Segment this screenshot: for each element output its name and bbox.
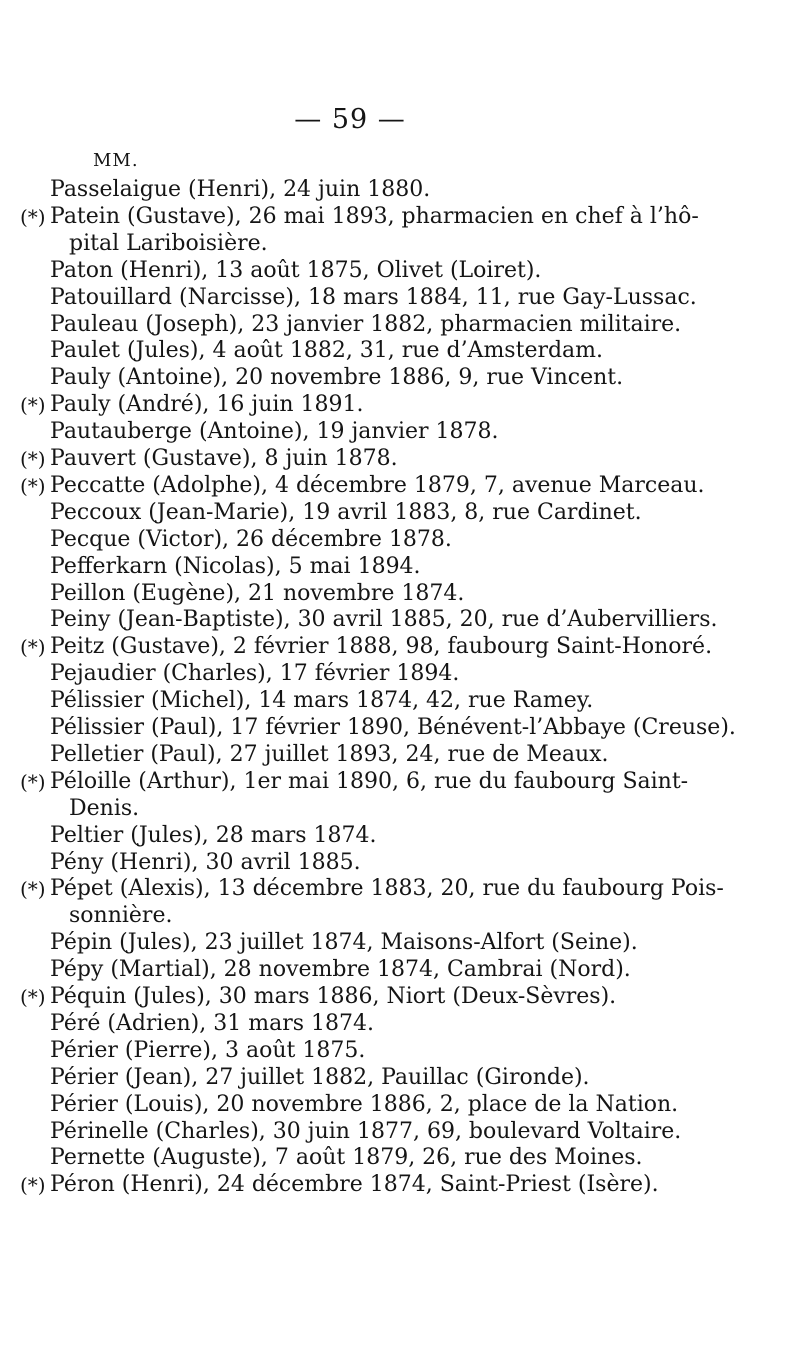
entry-text: Peltier (Jules), 28 mars 1874. <box>50 822 377 848</box>
list-item <box>0 581 760 608</box>
entry-text: Pecque (Victor), 26 décembre 1878. <box>50 526 452 552</box>
list-item <box>0 473 760 500</box>
list-item <box>0 1172 760 1199</box>
list-item <box>0 688 760 715</box>
entry-text: Pefferkarn (Nicolas), 5 mai 1894. <box>50 553 421 579</box>
entry-continuation: Denis. <box>69 795 140 821</box>
entry-text: Patouillard (Narcisse), 18 mars 1884, 11, rue Gay-Lussac. <box>50 284 697 310</box>
entry-marker: (*) <box>20 1173 46 1198</box>
list-item <box>0 1065 760 1092</box>
entry-text: Peccoux (Jean-Marie), 19 avril 1883, 8, rue Cardinet. <box>50 499 642 525</box>
list-item <box>0 312 760 339</box>
entry-marker: (*) <box>20 877 46 902</box>
entry-marker: (*) <box>20 447 46 471</box>
entry-text: Peitz (Gustave), 2 février 1888, 98, faubourg Saint-Honoré. <box>50 634 713 660</box>
entry-text: Patein (Gustave), 26 mai 1893, pharmacien en chef à l’hô- <box>50 203 699 229</box>
entry-marker: (*) <box>20 204 46 229</box>
entry-text: Péré (Adrien), 31 mars 1874. <box>50 1010 374 1036</box>
entry-marker: (*) <box>20 769 46 794</box>
page-header: MM. <box>93 150 139 171</box>
entry-text: Pépy (Martial), 28 novembre 1874, Cambrai (Nord). <box>50 957 631 983</box>
entry-text: Péron (Henri), 24 décembre 1874, Saint-Priest (Isère). <box>50 1172 659 1198</box>
entry-text: Pautauberge (Antoine), 19 janvier 1878. <box>50 419 499 445</box>
list-item <box>0 285 760 312</box>
entry-continuation: pital Lariboisière. <box>69 230 268 256</box>
entry-text: Péloille (Arthur), 1er mai 1890, 6, rue du faubourg Saint- <box>50 768 689 794</box>
list-item <box>0 876 760 930</box>
list-item <box>0 500 760 527</box>
entry-text: Pény (Henri), 30 avril 1885. <box>50 849 361 875</box>
entry-text: Pauly (André), 16 juin 1891. <box>50 392 364 418</box>
entry-text: Périer (Louis), 20 novembre 1886, 2, place de la Nation. <box>50 1091 679 1117</box>
list-item <box>0 1038 760 1065</box>
entry-text: Périnelle (Charles), 30 juin 1877, 69, boulevard Voltaire. <box>50 1118 682 1144</box>
list-item <box>0 554 760 581</box>
list-item <box>0 661 760 688</box>
list-item <box>0 365 760 392</box>
entry-text: Paulet (Jules), 4 août 1882, 31, rue d’Amsterdam. <box>50 338 604 364</box>
list-item <box>0 769 760 823</box>
entry-text: Passelaigue (Henri), 24 juin 1880. <box>50 177 431 202</box>
entry-text: Pépin (Jules), 23 juillet 1874, Maisons-Alfort (Seine). <box>50 930 638 956</box>
entry-text: Pélissier (Michel), 14 mars 1874, 42, rue Ramey. <box>50 688 594 714</box>
entry-text: Pelletier (Paul), 27 juillet 1893, 24, rue de Meaux. <box>50 741 609 767</box>
list-item <box>0 419 760 446</box>
entry-text: Peiny (Jean-Baptiste), 30 avril 1885, 20, rue d’Aubervilliers. <box>50 607 718 633</box>
list-item <box>0 204 760 258</box>
entry-text: Peccatte (Adolphe), 4 décembre 1879, 7, avenue Marceau. <box>50 472 705 498</box>
list-item <box>0 527 760 554</box>
list-item <box>0 715 760 742</box>
entry-marker: (*) <box>20 985 46 1009</box>
page-number: — 59 — <box>294 104 406 135</box>
list-item <box>0 1092 760 1119</box>
list-item <box>0 1011 760 1038</box>
entry-text: Pernette (Auguste), 7 août 1879, 26, rue des Moines. <box>50 1145 643 1171</box>
list-item <box>0 984 760 1011</box>
entry-text: Paton (Henri), 13 août 1875, Olivet (Loiret). <box>50 257 542 283</box>
list-item <box>0 957 760 984</box>
entry-text: Pauleau (Joseph), 23 janvier 1882, pharmacien militaire. <box>50 311 682 337</box>
list-item <box>0 446 760 473</box>
entry-text: Pauly (Antoine), 20 novembre 1886, 9, rue Vincent. <box>50 365 624 391</box>
entry-continuation: sonnière. <box>69 903 173 929</box>
entry-text: Périer (Jean), 27 juillet 1882, Pauillac (Gironde). <box>50 1064 590 1090</box>
entry-text: Péquin (Jules), 30 mars 1886, Niort (Deux-Sèvres). <box>50 984 617 1009</box>
entry-text: Pélissier (Paul), 17 février 1890, Bénévent-l’Abbaye (Creuse). <box>50 715 736 740</box>
list-item <box>0 338 760 365</box>
list-item <box>0 258 760 285</box>
entry-marker: (*) <box>20 393 46 418</box>
list-item <box>0 850 760 877</box>
list-item <box>0 1119 760 1146</box>
entry-marker: (*) <box>20 635 46 660</box>
list-item <box>0 634 760 661</box>
list-item <box>0 1145 760 1172</box>
list-item <box>0 392 760 419</box>
list-item <box>0 742 760 769</box>
list-item <box>0 607 760 634</box>
entry-text: Pejaudier (Charles), 17 février 1894. <box>50 661 460 687</box>
entry-text: Peillon (Eugène), 21 novembre 1874. <box>50 580 465 606</box>
list-item <box>0 823 760 850</box>
list-item <box>0 177 760 204</box>
entry-text: Périer (Pierre), 3 août 1875. <box>50 1037 366 1063</box>
entry-text: Pépet (Alexis), 13 décembre 1883, 20, rue du faubourg Pois- <box>50 876 724 902</box>
entry-marker: (*) <box>20 473 46 498</box>
entry-text: Pauvert (Gustave), 8 juin 1878. <box>50 446 398 471</box>
list-item <box>0 930 760 957</box>
